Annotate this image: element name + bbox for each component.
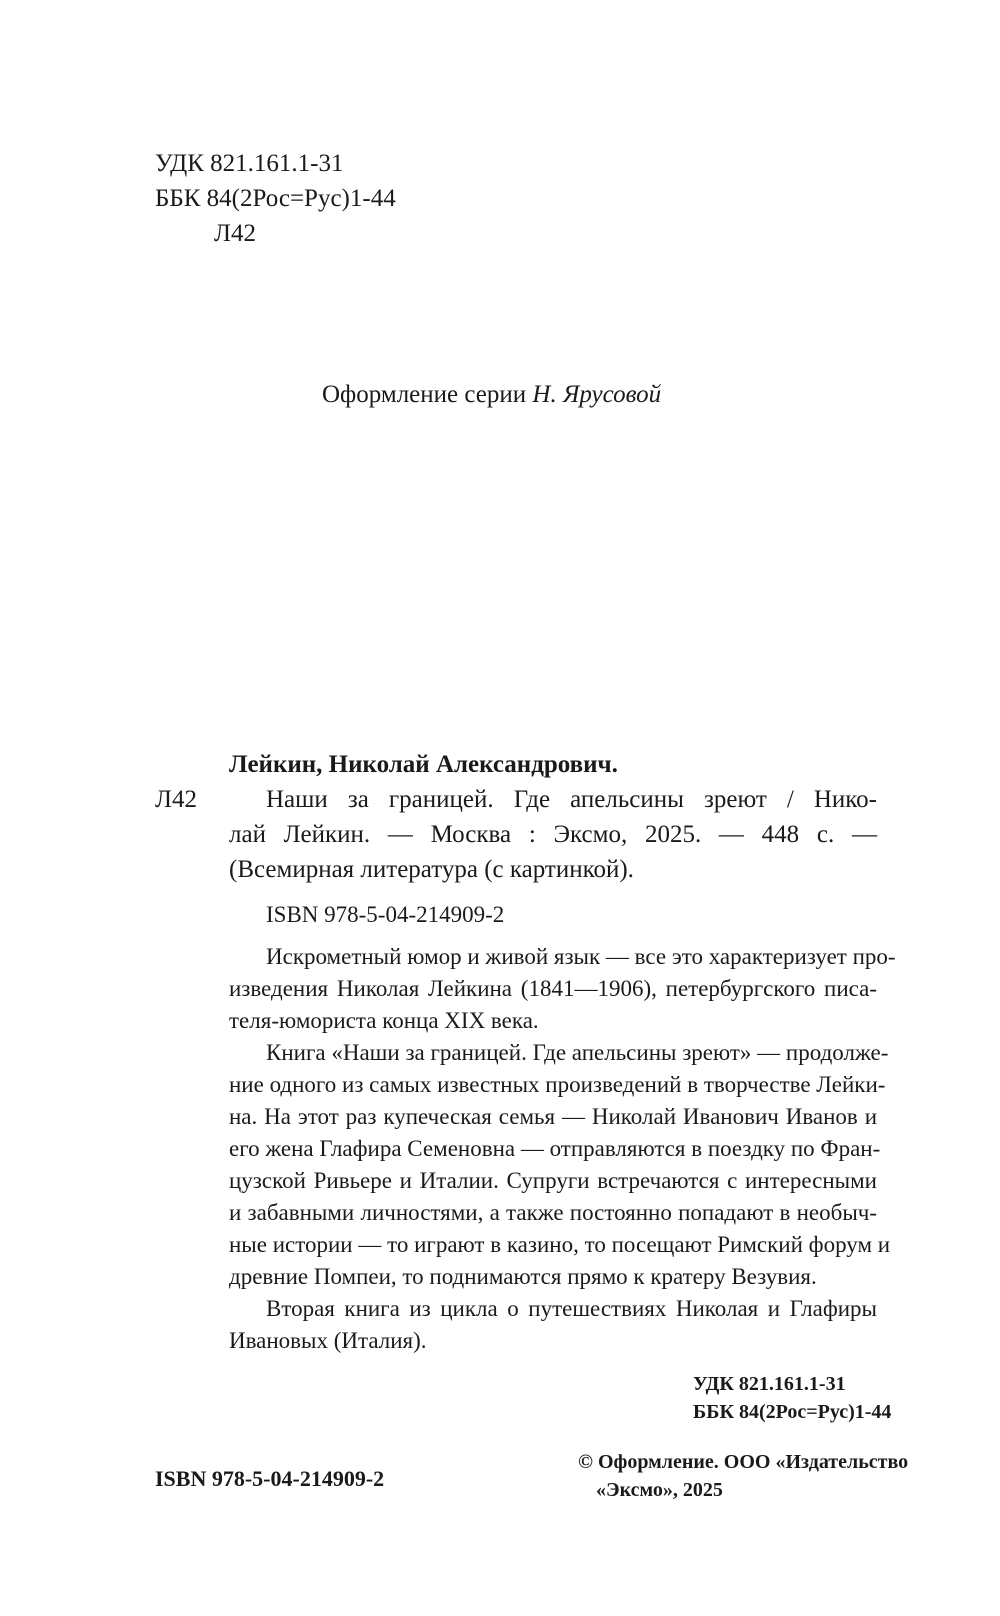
card-isbn: ISBN 978-5-04-214909-2 xyxy=(266,902,505,927)
bottom-udk: УДК 821.161.1-31 xyxy=(693,1373,846,1395)
annotation-line: Искрометный юмор и живой язык — все это характеризует про- xyxy=(266,944,896,969)
annotation-line: ние одного из самых известных произведений в творчестве Лейки- xyxy=(229,1072,886,1097)
annotation-line: его жена Глафира Семеновна — отправляются в поездку по Фран- xyxy=(229,1136,881,1161)
card-title-line: (Всемирная литература (с картинкой). xyxy=(229,856,634,883)
copyright-line: «Эксмо», 2025 xyxy=(596,1479,723,1501)
annotation-line: Вторая книга из цикла о путешествиях Николая и Глафиры xyxy=(266,1296,877,1321)
series-design-credit xyxy=(322,377,661,412)
card-author: Лейкин, Николай Александрович. xyxy=(229,751,618,778)
annotation-line: древние Помпеи, то поднимаются прямо к кратеру Везувия. xyxy=(229,1264,817,1289)
annotation-line: и забавными личностями, а также постоянно попадают в необыч- xyxy=(229,1200,877,1225)
annotation-line: цузской Ривьере и Италии. Супруги встречаются с интересными xyxy=(229,1168,877,1193)
designer-name: Н. Ярусовой xyxy=(532,381,662,408)
annotation-line: Книга «Наши за границей. Где апельсины зреют» — продолже- xyxy=(266,1040,889,1065)
annotation-line: ные истории — то играют в казино, то посещают Римский форум и xyxy=(229,1232,891,1257)
annotation-line: на. На этот раз купеческая семья — Николай Иванович Иванов и xyxy=(229,1104,877,1129)
copyright-line: © Оформление. ООО «Издательство xyxy=(578,1451,909,1473)
footer-isbn: ISBN 978-5-04-214909-2 xyxy=(155,1466,385,1491)
card-author-code: Л42 xyxy=(155,786,197,813)
top-author-code: Л42 xyxy=(214,220,256,247)
card-title-line: лай Лейкин. — Москва : Эксмо, 2025. — 448 с. — xyxy=(229,821,877,848)
annotation-line: теля-юмориста конца XIX века. xyxy=(229,1008,539,1033)
design-prefix: Оформление серии xyxy=(322,381,527,408)
card-title-line: Наши за границей. Где апельсины зреют / Нико- xyxy=(266,786,877,813)
bottom-bbk: ББК 84(2Рос=Рус)1-44 xyxy=(693,1401,892,1423)
top-bbk: ББК 84(2Рос=Рус)1-44 xyxy=(155,185,396,212)
annotation-line: изведения Николая Лейкина (1841—1906), петербургского писа- xyxy=(229,976,877,1001)
top-udk: УДК 821.161.1-31 xyxy=(155,150,344,177)
annotation-line: Ивановых (Италия). xyxy=(229,1328,427,1353)
